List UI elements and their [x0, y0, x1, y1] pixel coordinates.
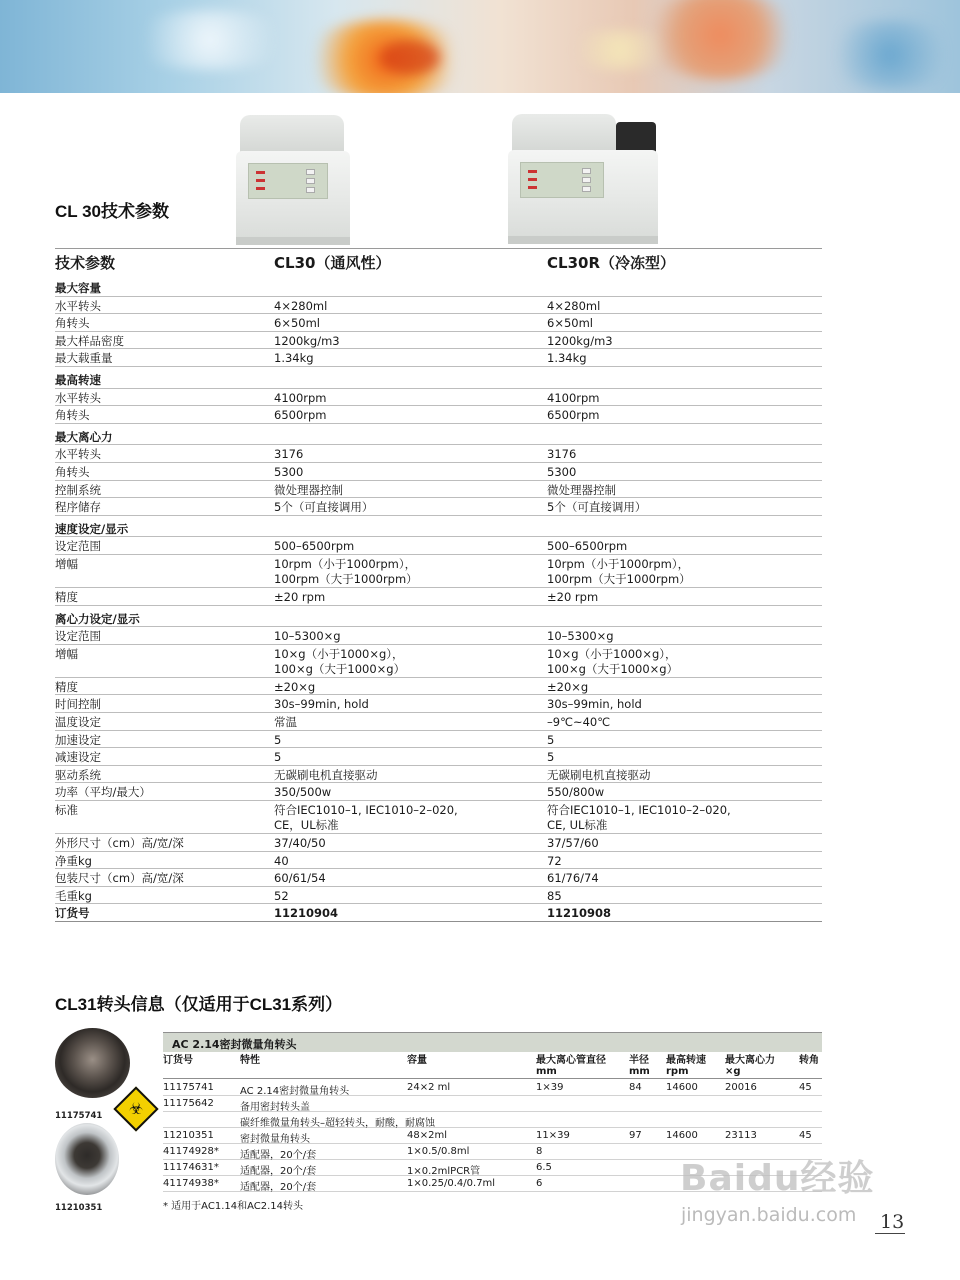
- spec-cl30r-cell: 37/57/60: [547, 836, 599, 850]
- spec-cl30r-cell: 4100rpm: [547, 390, 600, 405]
- spec-cl30-cell: 微处理器控制: [274, 482, 343, 497]
- spec-cl30-cell: ±20 rpm: [274, 590, 326, 604]
- spec-cl30-cell: 6×50ml: [274, 316, 320, 331]
- rotor-feature-cell: 密封微量角转头: [240, 1134, 310, 1145]
- header-banner-image: [0, 0, 960, 93]
- spec-row: [55, 904, 822, 922]
- spec-cl30-cell: 5个（可直接调用）: [274, 500, 374, 515]
- rotor-sealed-icon: [55, 1028, 130, 1098]
- spec-cl30-cell: 40: [274, 853, 289, 868]
- spec-row: [55, 869, 822, 887]
- rotor-col-capacity: 容量: [407, 1055, 427, 1066]
- rotor-table-row: [163, 1080, 822, 1096]
- rotor-angle-cell: 45: [799, 1082, 812, 1093]
- spec-cl30r-cell: 10–5300×g: [547, 629, 614, 644]
- rotor-capacity-cell: 48×2ml: [407, 1130, 447, 1141]
- spec-section-row: [55, 428, 822, 446]
- spec-cl30r-cell: 3176: [547, 447, 577, 462]
- spec-param-cell: 外形尺寸（cm）高/宽/深: [55, 836, 184, 850]
- rotor-order-cell: 11210351: [163, 1130, 214, 1141]
- spec-cl30r-cell: 4×280ml: [547, 298, 601, 313]
- spec-cl30r-cell: 11210908: [547, 906, 612, 921]
- spec-cl30r-cell: 6×50ml: [547, 316, 593, 331]
- spec-cl30-cell: 1.34kg: [274, 351, 314, 366]
- spec-cl30r-cell: 5: [547, 750, 555, 765]
- rotor-order-cell: 11174631*: [163, 1162, 219, 1173]
- rotor-table-row: [163, 1096, 822, 1112]
- spec-param-cell: 最大载重量: [55, 351, 113, 366]
- spec-row: [55, 498, 822, 516]
- spec-cl30-cell: 350/500w: [274, 785, 332, 800]
- rotor-section-title: CL31转头信息（仅适用于CL31系列）: [55, 995, 343, 1014]
- spec-param-cell: 水平转头: [55, 298, 101, 313]
- baidu-watermark-url: jingyan.baidu.com: [681, 1204, 857, 1226]
- spec-param-cell: 水平转头: [55, 447, 101, 462]
- spec-row: [55, 314, 822, 332]
- spec-row: [55, 297, 822, 315]
- rotor-col-max-speed: 最高转速 rpm: [666, 1055, 706, 1077]
- spec-cl30-cell: 常温: [274, 715, 297, 729]
- spec-cl30-cell: 500–6500rpm: [274, 539, 355, 554]
- spec-cl30-cell: 10rpm（小于1000rpm）， 100rpm（大于1000rpm）: [274, 557, 418, 586]
- spec-cl30r-cell: 无碳刷电机直接驱动: [547, 767, 651, 782]
- rotor-radius-cell: 84: [629, 1082, 642, 1093]
- rotor-feature-cell: AC 2.14密封微量角转头: [240, 1086, 350, 1097]
- spec-cl30-cell: 5: [274, 750, 282, 765]
- spec-param-cell: 包装尺寸（cm）高/宽/深: [55, 871, 184, 886]
- rotor-order-cell: 11175741: [163, 1082, 214, 1093]
- spec-row: [55, 801, 822, 834]
- baidu-watermark: Baidu经验: [680, 1158, 875, 1199]
- spec-cl30-cell: 10–5300×g: [274, 629, 341, 644]
- rotor-image-label-2: 11210351: [55, 1203, 103, 1213]
- spec-cl30-cell: 符合IEC1010–1, IEC1010–2–020, CE，UL标准: [274, 803, 458, 832]
- spec-cl30r-cell: 符合IEC1010–1, IEC1010–2–020, CE, UL标准: [547, 803, 731, 832]
- spec-cl30r-cell: 6500rpm: [547, 408, 600, 423]
- header-cl30: CL30（通风性）: [274, 254, 391, 272]
- spec-row: [55, 766, 822, 784]
- spec-param-cell: 最大离心力: [55, 429, 113, 444]
- spec-cl30-cell: 10×g（小于1000×g）， 100×g（大于1000×g）: [274, 646, 406, 676]
- spec-param-cell: 毛重kg: [55, 888, 92, 903]
- spec-cl30-cell: 60/61/54: [274, 871, 326, 886]
- spec-cl30r-cell: 30s–99min, hold: [547, 697, 642, 712]
- spec-row: [55, 349, 822, 367]
- rotor-col-angle: 转角: [799, 1055, 819, 1066]
- spec-row: [55, 332, 822, 350]
- spec-param-cell: 订货号: [55, 906, 90, 921]
- rotor-footnote: * 适用于AC1.14和AC2.14转头: [163, 1201, 304, 1212]
- spec-param-cell: 角转头: [55, 316, 90, 331]
- spec-cl30r-cell: 5个（可直接调用）: [547, 500, 647, 515]
- spec-cl30r-cell: 微处理器控制: [547, 482, 616, 497]
- rotor-radius-cell: 97: [629, 1130, 642, 1141]
- spec-param-cell: 最高转速: [55, 373, 101, 387]
- spec-param-cell: 角转头: [55, 408, 90, 423]
- spec-row: [55, 887, 822, 905]
- rotor-col-order: 订货号: [163, 1055, 193, 1066]
- rotor-col-radius: 半径 mm: [629, 1055, 650, 1077]
- rotor-table-band: [163, 1032, 822, 1052]
- spec-cl30r-cell: 72: [547, 853, 562, 868]
- rotor-angle-cell: 45: [799, 1130, 812, 1141]
- spec-row: [55, 537, 822, 555]
- spec-cl30r-cell: 85: [547, 888, 562, 903]
- rotor-diameter-cell: 11×39: [536, 1130, 570, 1141]
- rotor-rcf-cell: 23113: [725, 1130, 757, 1141]
- rotor-diameter-cell: 6.5: [536, 1162, 552, 1173]
- spec-cl30-cell: 5: [274, 732, 282, 747]
- spec-param-cell: 速度设定/显示: [55, 521, 129, 536]
- rotor-capacity-cell: 1×0.5/0.8ml: [407, 1146, 470, 1157]
- spec-cl30r-cell: 10rpm（小于1000rpm）， 100rpm（大于1000rpm）: [547, 557, 691, 586]
- spec-row: [55, 588, 822, 606]
- spec-param-cell: 精度: [55, 679, 78, 694]
- rotor-col-feature: 特性: [240, 1055, 260, 1066]
- spec-row: [55, 481, 822, 499]
- spec-cl30r-cell: 5: [547, 732, 555, 747]
- spec-cl30-cell: 11210904: [274, 906, 339, 921]
- spec-cl30-cell: 37/40/50: [274, 836, 326, 850]
- spec-param-cell: 角转头: [55, 465, 90, 479]
- spec-row: [55, 627, 822, 645]
- spec-param-cell: 设定范围: [55, 539, 101, 554]
- spec-cl30-cell: 5300: [274, 465, 304, 479]
- spec-cl30-cell: 1200kg/m3: [274, 333, 340, 348]
- spec-row: [55, 713, 822, 731]
- spec-param-cell: 标准: [55, 803, 78, 817]
- rotor-order-cell: 41174928*: [163, 1146, 219, 1157]
- spec-cl30-cell: 无碳刷电机直接驱动: [274, 767, 378, 782]
- spec-param-cell: 离心力设定/显示: [55, 611, 140, 626]
- rotor-diameter-cell: 6: [536, 1178, 543, 1189]
- spec-cl30r-cell: ±20×g: [547, 679, 589, 694]
- spec-row: [55, 695, 822, 713]
- rotor-band-title: AC 2.14密封微量角转头: [172, 1038, 297, 1051]
- spec-row: [55, 463, 822, 481]
- spec-cl30-cell: 4100rpm: [274, 390, 327, 405]
- rotor-table-header: [163, 1052, 822, 1079]
- spec-row: [55, 389, 822, 407]
- rotor-capacity-cell: 1×0.25/0.4/0.7ml: [407, 1178, 496, 1189]
- header-cl30r: CL30R（冷冻型）: [547, 254, 675, 272]
- rotor-diameter-cell: 8: [536, 1146, 543, 1157]
- spec-section-row: [55, 371, 822, 389]
- rotor-col-max-rcf: 最大离心力 ×g: [725, 1055, 775, 1077]
- centrifuge-cl30-icon: [236, 115, 350, 247]
- spec-param-cell: 最大样品密度: [55, 333, 124, 348]
- rotor-capacity-cell: 24×2 ml: [407, 1082, 451, 1093]
- rotor-table-row: [163, 1128, 822, 1144]
- spec-param-cell: 功率（平均/最大）: [55, 785, 151, 800]
- spec-cl30r-cell: 500–6500rpm: [547, 539, 628, 554]
- rotor-speed-cell: 14600: [666, 1082, 698, 1093]
- spec-table-header: [55, 248, 822, 278]
- spec-cl30r-cell: 1200kg/m3: [547, 333, 613, 348]
- rotor-rcf-cell: 20016: [725, 1082, 757, 1093]
- rotor-feature-cell: 适配器，20个/套: [240, 1166, 317, 1177]
- rotor-feature-cell: 备用密封转头盖: [240, 1102, 310, 1113]
- spec-cl30-cell: 52: [274, 888, 289, 903]
- rotor-col-tube-diameter: 最大离心管直径 mm: [536, 1055, 606, 1077]
- spec-param-cell: 精度: [55, 590, 78, 604]
- spec-cl30-cell: 4×280ml: [274, 298, 328, 313]
- rotor-image-label-1: 11175741: [55, 1111, 103, 1121]
- rotor-feature-cell: 适配器，20个/套: [240, 1150, 317, 1161]
- spec-row: [55, 678, 822, 696]
- spec-row: [55, 783, 822, 801]
- rotor-speed-cell: 14600: [666, 1130, 698, 1141]
- spec-row: [55, 555, 822, 588]
- spec-cl30-cell: 30s–99min, hold: [274, 697, 369, 712]
- spec-row: [55, 731, 822, 749]
- spec-param-cell: 控制系统: [55, 482, 101, 497]
- spec-param-cell: 温度设定: [55, 715, 101, 729]
- centrifuge-cl30r-icon: [508, 114, 658, 247]
- spec-section-row: [55, 610, 822, 628]
- spec-param-cell: 净重kg: [55, 853, 92, 868]
- spec-row: [55, 852, 822, 870]
- page-title: CL 30技术参数: [55, 202, 169, 221]
- spec-cl30-cell: ±20×g: [274, 679, 316, 694]
- page-number: 13: [880, 1211, 905, 1233]
- page-number-rule: [875, 1233, 905, 1234]
- spec-cl30-cell: 3176: [274, 447, 304, 462]
- spec-param-cell: 加速设定: [55, 732, 101, 747]
- spec-row: [55, 748, 822, 766]
- spec-param-cell: 减速设定: [55, 750, 101, 765]
- spec-cl30r-cell: 550/800w: [547, 785, 605, 800]
- spec-param-cell: 设定范围: [55, 629, 101, 644]
- spec-param-cell: 增幅: [55, 557, 78, 571]
- spec-param-cell: 增幅: [55, 646, 78, 661]
- spec-param-cell: 最大容量: [55, 281, 101, 295]
- rotor-table-row: [163, 1112, 822, 1128]
- spec-section-row: [55, 279, 822, 297]
- spec-row: [55, 834, 822, 852]
- rotor-diameter-cell: 1×39: [536, 1082, 564, 1093]
- spec-param-cell: 时间控制: [55, 697, 101, 712]
- spec-cl30r-cell: 1.34kg: [547, 351, 587, 366]
- spec-param-cell: 驱动系统: [55, 767, 101, 782]
- spec-cl30r-cell: 61/76/74: [547, 871, 599, 886]
- rotor-feature-cell: 碳纤维微量角转头–超轻转头，耐酸，耐腐蚀: [240, 1118, 435, 1129]
- spec-cl30r-cell: 10×g（小于1000×g）， 100×g（大于1000×g）: [547, 646, 679, 676]
- spec-section-row: [55, 520, 822, 538]
- spec-row: [55, 406, 822, 424]
- rotor-feature-cell: 适配器，20个/套: [240, 1182, 317, 1193]
- rotor-order-cell: 11175642: [163, 1098, 214, 1109]
- spec-row: [55, 645, 822, 678]
- spec-row: [55, 445, 822, 463]
- rotor-capacity-cell: 1×0.2mlPCR管: [407, 1166, 481, 1177]
- rotor-order-cell: 41174938*: [163, 1178, 219, 1189]
- spec-param-cell: 水平转头: [55, 390, 101, 405]
- spec-cl30r-cell: –9℃~40℃: [547, 715, 611, 729]
- spec-cl30r-cell: ±20 rpm: [547, 590, 599, 604]
- biohazard-icon: ☣: [113, 1086, 158, 1131]
- header-param: 技术参数: [55, 254, 116, 272]
- spec-cl30-cell: 6500rpm: [274, 408, 327, 423]
- rotor-microtube-icon: [55, 1123, 119, 1195]
- spec-cl30r-cell: 5300: [547, 465, 577, 479]
- spec-param-cell: 程序储存: [55, 500, 101, 515]
